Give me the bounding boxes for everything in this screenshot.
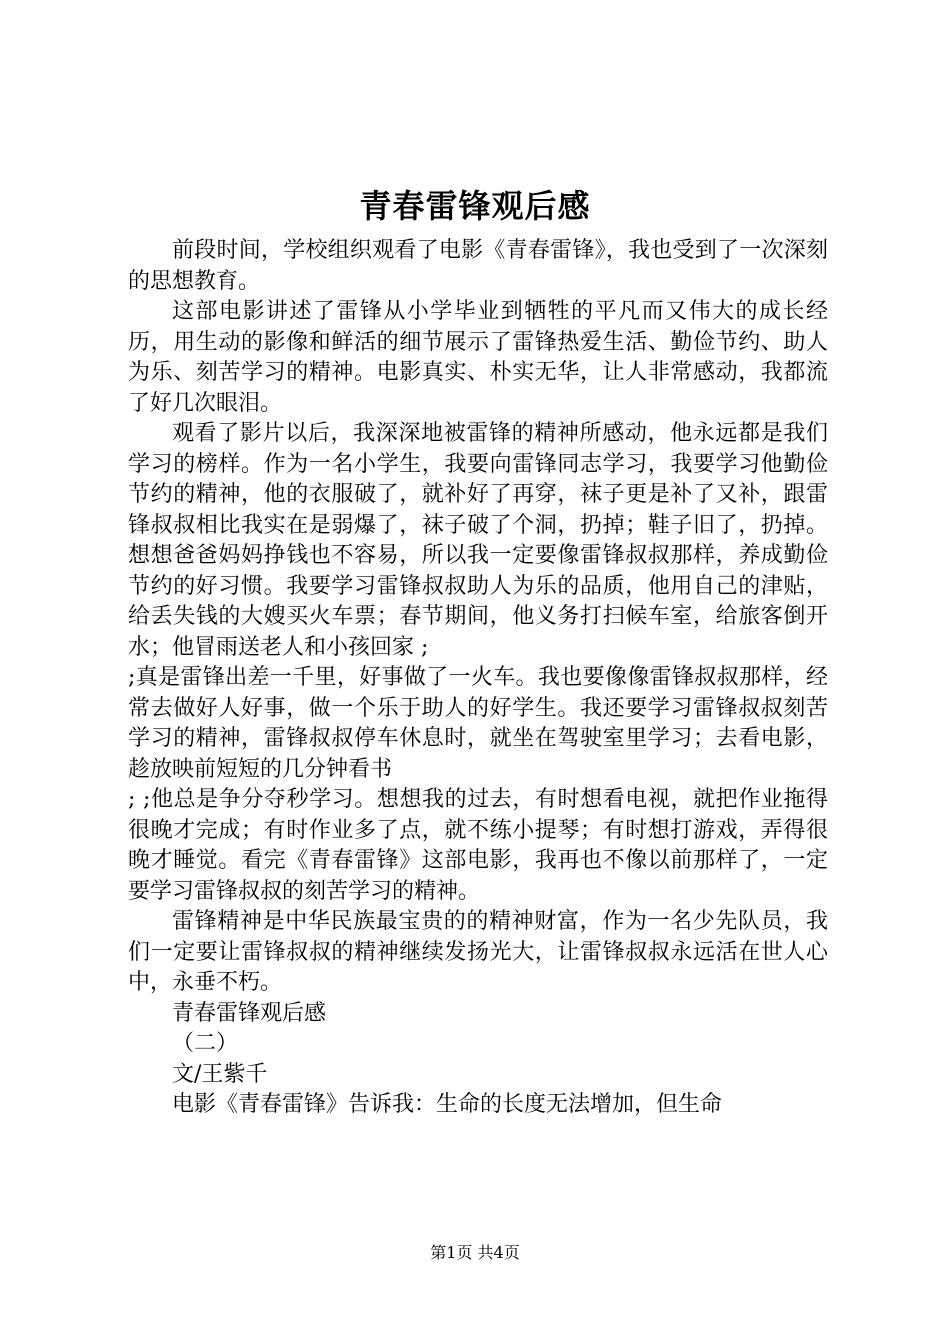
paragraph-5: 电影《青春雷锋》告诉我：生命的长度无法增加，但生命 — [172, 1092, 723, 1117]
document-title: 青春雷锋观后感 — [359, 187, 591, 225]
page-number: 第1页 共4页 — [430, 1243, 520, 1262]
paragraph-2: 这部电影讲述了雷锋从小学毕业到牺牲的平凡而又伟大的成长经历，用生动的影像和鲜活的细节展示了雷锋热爱生活、勤俭节约、助人为乐、刻苦学习的精神。电影真实、朴实无华，让人非常感动，我都流了好几次眼泪。 — [128, 299, 828, 416]
paragraph-1: 前段时间，学校组织观看了电影《青春雷锋》，我也受到了一次深刻的思想教育。 — [128, 238, 828, 294]
second-essay-part: （二） — [172, 1031, 239, 1056]
document-body — [128, 236, 828, 1121]
paragraph-3: 观看了影片以后，我深深地被雷锋的精神所感动，他永远都是我们学习的榜样。作为一名小学生，我要向雷锋同志学习，我要学习他勤俭节约的精神，他的衣服破了，就补好了再穿，袜子更是补了又补，跟雷锋叔叔相比我实在是弱爆了，袜子破了个洞，扔掉；鞋子旧了，扔掉。想想爸爸妈妈挣钱也不容易，所以我一定要像雷锋叔叔那样，养成勤俭节约的好习惯。我要学习雷锋叔叔助人为乐的品质，他用自己的津贴，给丢失钱的大嫂买火车票；春节期间，他义务打扫候车室，给旅客倒开水；他冒雨送老人和小孩回家 ; ;真是雷锋出差一千里，好事做了一火车。我也要像像雷锋叔叔那样，经常去做好人好事，做一个乐于助人的好学生。我还要学习雷锋叔叔刻苦学习的精神，雷锋叔叔停车休息时，就坐在驾驶室里学习；去看电影，趁放映前短短的几分钟看书 ; ;他总是争分夺秒学习。想想我的过去，有时想看电视，就把作业拖得很晚才完成；有时作业多了点，就不练小提琴；有时想打游戏，弄得很晚才睡觉。看完《青春雷锋》这部电影，我再也不像以前那样了，一定要学习雷锋叔叔的刻苦学习的精神。 — [128, 421, 828, 904]
second-essay-author: 文/王紫千 — [172, 1061, 268, 1087]
paragraph-4: 雷锋精神是中华民族最宝贵的的精神财富，作为一名少先队员，我们一定要让雷锋叔叔的精神继续发扬光大，让雷锋叔叔永远活在世人心中，永垂不朽。 — [128, 909, 828, 995]
second-essay-title: 青春雷锋观后感 — [172, 1000, 327, 1026]
